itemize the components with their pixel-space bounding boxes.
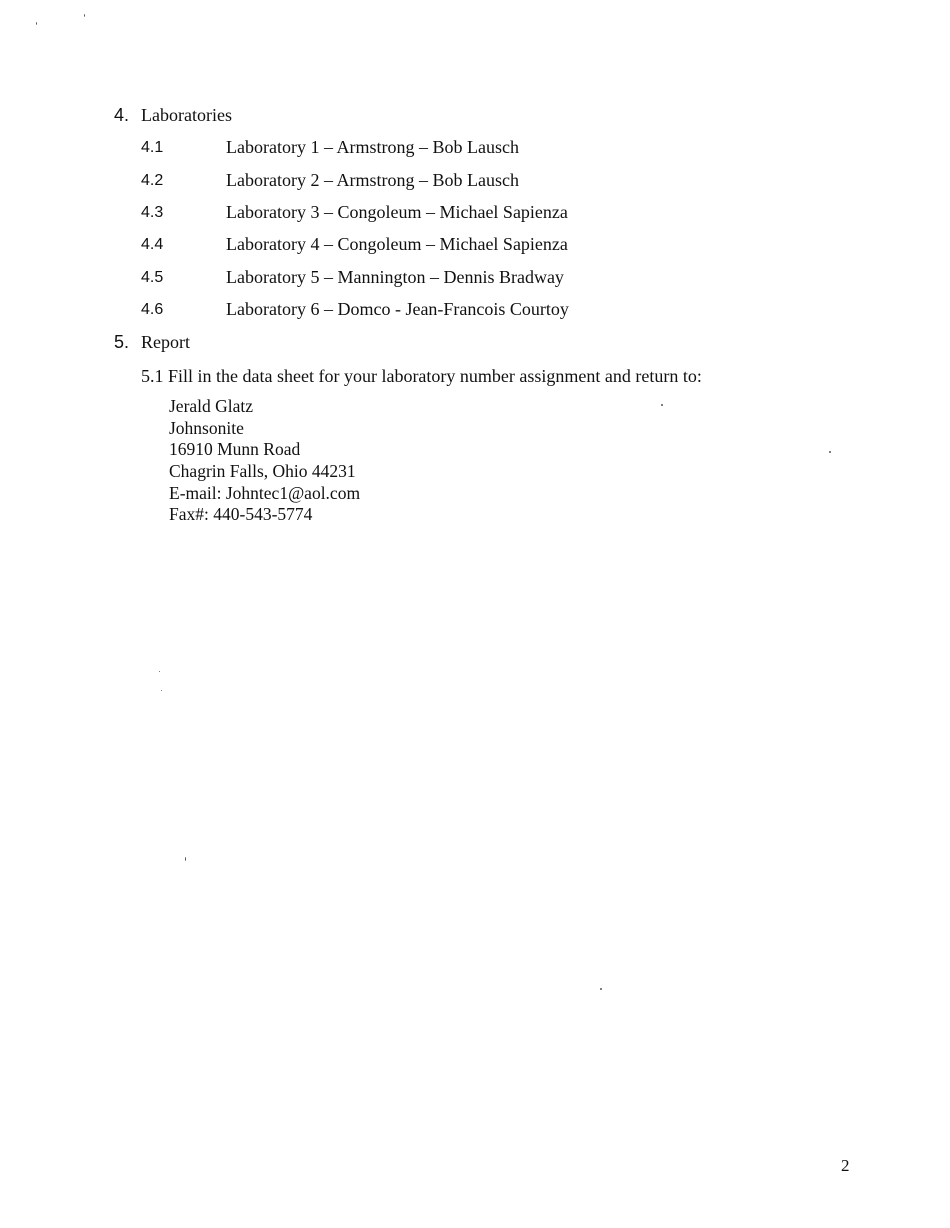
lab-item-text: Laboratory 6 – Domco - Jean-Francois Courtoy <box>226 299 569 319</box>
page-number: 2 <box>841 1156 850 1175</box>
lab-item-text: Laboratory 4 – Congoleum – Michael Sapienza <box>226 234 568 254</box>
scan-speck <box>185 857 186 861</box>
lab-item-text: Laboratory 1 – Armstrong – Bob Lausch <box>226 137 519 157</box>
scan-speck <box>661 404 663 406</box>
scan-speck <box>159 671 160 672</box>
report-instruction: 5.1 Fill in the data sheet for your laboratory number assignment and return to: <box>141 366 702 386</box>
lab-item-text: Laboratory 3 – Congoleum – Michael Sapienza <box>226 202 568 222</box>
lab-item-number: 4.6 <box>141 301 164 318</box>
scan-speck <box>600 988 602 990</box>
scan-speck <box>829 451 831 453</box>
address-fax: Fax#: 440-543-5774 <box>169 504 313 525</box>
address-name: Jerald Glatz <box>169 396 254 416</box>
scan-speck <box>84 14 85 17</box>
lab-item-text: Laboratory 2 – Armstrong – Bob Lausch <box>226 170 519 190</box>
lab-item-text: Laboratory 5 – Mannington – Dennis Bradway <box>226 267 564 287</box>
lab-item-number: 4.4 <box>141 236 164 253</box>
scan-speck <box>36 22 37 25</box>
address-city: Chagrin Falls, Ohio 44231 <box>169 461 356 482</box>
section-title: Report <box>141 332 190 352</box>
return-address <box>169 396 360 526</box>
scan-speck <box>161 690 162 691</box>
address-company: Johnsonite <box>169 417 244 438</box>
section-number: 5. <box>114 332 130 352</box>
lab-item-number: 4.3 <box>141 204 164 221</box>
address-street: 16910 Munn Road <box>169 439 301 460</box>
address-email: E-mail: Johntec1@aol.com <box>169 482 361 503</box>
section-number: 4. <box>114 105 130 125</box>
lab-item-number: 4.5 <box>141 269 164 286</box>
lab-item-number: 4.1 <box>141 139 164 156</box>
lab-item-number: 4.2 <box>141 172 164 189</box>
section-title: Laboratories <box>141 105 232 125</box>
